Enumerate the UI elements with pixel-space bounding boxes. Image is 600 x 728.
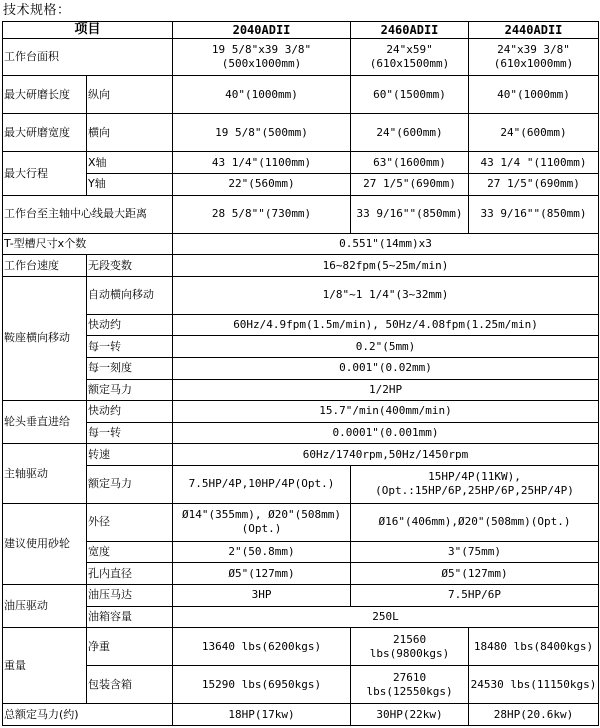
saddle-auto-sub: 自动横向移动 <box>87 276 173 314</box>
wheel-width-m1: 2"(50.8mm) <box>173 541 351 563</box>
weight-net-m2: 21560 lbs(9800kgs) <box>351 628 469 666</box>
max-travel-x-m3: 43 1/4 "(1100mm) <box>469 152 599 174</box>
table-to-spindle-m2: 33 9/16""(850mm) <box>351 195 469 233</box>
table-to-spindle-m1: 28 5/8""(730mm) <box>173 195 351 233</box>
max-travel-x-m2: 63"(1600mm) <box>351 152 469 174</box>
row-saddle-rapid <box>3 314 599 336</box>
max-grind-width-sub: 横向 <box>87 114 173 152</box>
wheel-od-sub: 外径 <box>87 503 173 541</box>
t-slot-label: T-型槽尺寸x个数 <box>3 233 173 255</box>
row-table-area <box>3 39 599 76</box>
max-travel-x-sub: X轴 <box>87 152 173 174</box>
row-saddle-hp <box>3 379 599 401</box>
header-item: 项目 <box>3 22 173 39</box>
row-spindle-speed <box>3 444 599 466</box>
row-max-grind-width <box>3 114 599 152</box>
row-max-travel-x <box>3 152 599 174</box>
row-total-hp <box>3 704 599 726</box>
max-travel-y-m1: 22"(560mm) <box>173 174 351 196</box>
wheel-od-m1: Ø14"(355mm), Ø20"(508mm)(Opt.) <box>173 503 351 541</box>
row-hydraulic-tank <box>3 606 599 628</box>
table-speed-value: 16~82fpm(5~25m/min) <box>173 255 599 277</box>
saddle-rapid-sub: 快动约 <box>87 314 173 336</box>
weight-pack-m2: 27610 lbs(12550kgs) <box>351 666 469 704</box>
max-grind-width-m1: 19 5/8"(500mm) <box>173 114 351 152</box>
saddle-hp-value: 1/2HP <box>173 379 599 401</box>
spindle-drive-label: 主轴驱动 <box>3 444 87 504</box>
spindle-speed-sub: 转速 <box>87 444 173 466</box>
saddle-div-sub: 每一刻度 <box>87 357 173 379</box>
row-saddle-rev <box>3 336 599 358</box>
hydraulic-motor-m1: 3HP <box>173 585 351 607</box>
weight-label: 重量 <box>3 628 87 704</box>
saddle-auto-value: 1/8"~1 1/4"(3~32mm) <box>173 276 599 314</box>
wheel-bore-m1: Ø5"(127mm) <box>173 563 351 585</box>
spindle-speed-value: 60Hz/1740rpm,50Hz/1450rpm <box>173 444 599 466</box>
table-area-m2: 24"x59" (610x1500mm) <box>351 39 469 76</box>
spindle-hp-sub: 额定马力 <box>87 465 173 503</box>
row-wheel-vertical-rapid <box>3 401 599 423</box>
max-grind-length-m3: 40"(1000mm) <box>469 76 599 114</box>
row-wheel-width <box>3 541 599 563</box>
max-grind-length-sub: 纵向 <box>87 76 173 114</box>
wheel-bore-sub: 孔内直径 <box>87 563 173 585</box>
total-hp-m2: 30HP(22kw) <box>351 704 469 726</box>
wheel-od-m23: Ø16"(406mm),Ø20"(508mm)(Opt.) <box>351 503 599 541</box>
row-wheel-vertical-rev <box>3 422 599 444</box>
spindle-hp-m1: 7.5HP/4P,10HP/4P(Opt.) <box>173 465 351 503</box>
saddle-hp-sub: 额定马力 <box>87 379 173 401</box>
wheel-width-sub: 宽度 <box>87 541 173 563</box>
row-t-slot <box>3 233 599 255</box>
table-to-spindle-label: 工作台至主轴中心线最大距离 <box>3 195 173 233</box>
wheel-vertical-rev-sub: 每一转 <box>87 422 173 444</box>
header-model-1: 2040ADII <box>173 22 351 39</box>
max-grind-width-label: 最大研磨宽度 <box>3 114 87 152</box>
weight-net-m1: 13640 lbs(6200kgs) <box>173 628 351 666</box>
row-spindle-hp <box>3 465 599 503</box>
weight-net-m3: 18480 lbs(8400kgs) <box>469 628 599 666</box>
table-to-spindle-m3: 33 9/16""(850mm) <box>469 195 599 233</box>
t-slot-value: 0.551"(14mm)x3 <box>173 233 599 255</box>
wheel-vertical-label: 轮头垂直进给 <box>3 401 87 444</box>
max-travel-label: 最大行程 <box>3 152 87 195</box>
row-weight-net <box>3 628 599 666</box>
saddle-rapid-value: 60Hz/4.9fpm(1.5m/min), 50Hz/4.08fpm(1.25m/min) <box>173 314 599 336</box>
saddle-rev-sub: 每一转 <box>87 336 173 358</box>
table-area-m3: 24"x39 3/8" (610x1000mm) <box>469 39 599 76</box>
table-area-m1: 19 5/8"x39 3/8"(500x1000mm) <box>173 39 351 76</box>
saddle-div-value: 0.001"(0.02mm) <box>173 357 599 379</box>
total-hp-m3: 28HP(20.6kw) <box>469 704 599 726</box>
wheel-vertical-rapid-value: 15.7"/min(400mm/min) <box>173 401 599 423</box>
header-model-3: 2440ADII <box>469 22 599 39</box>
saddle-cross-label: 鞍座横向移动 <box>3 276 87 400</box>
weight-pack-m3: 24530 lbs(11150kgs) <box>469 666 599 704</box>
row-max-travel-y <box>3 174 599 196</box>
hydraulic-motor-m23: 7.5HP/6P <box>351 585 599 607</box>
header-model-2: 2460ADII <box>351 22 469 39</box>
max-travel-y-m3: 27 1/5"(690mm) <box>469 174 599 196</box>
max-grind-length-m1: 40"(1000mm) <box>173 76 351 114</box>
table-area-label: 工作台面积 <box>3 39 173 76</box>
header-row <box>3 22 599 39</box>
max-travel-x-m1: 43 1/4"(1100mm) <box>173 152 351 174</box>
hydraulic-tank-value: 250L <box>173 606 599 628</box>
total-hp-m1: 18HP(17kw) <box>173 704 351 726</box>
row-wheel-od <box>3 503 599 541</box>
max-travel-y-m2: 27 1/5"(690mm) <box>351 174 469 196</box>
wheel-vertical-rev-value: 0.0001"(0.001mm) <box>173 422 599 444</box>
max-grind-width-m2: 24"(600mm) <box>351 114 469 152</box>
weight-pack-m1: 15290 lbs(6950kgs) <box>173 666 351 704</box>
weight-net-sub: 净重 <box>87 628 173 666</box>
max-grind-width-m3: 24"(600mm) <box>469 114 599 152</box>
wheel-bore-m23: Ø5"(127mm) <box>351 563 599 585</box>
row-max-grind-length <box>3 76 599 114</box>
table-speed-sub: 无段变数 <box>87 255 173 277</box>
row-weight-pack <box>3 666 599 704</box>
row-table-to-spindle <box>3 195 599 233</box>
hydraulic-label: 油压驱动 <box>3 585 87 628</box>
row-saddle-div <box>3 357 599 379</box>
max-grind-length-m2: 60"(1500mm) <box>351 76 469 114</box>
wheel-vertical-rapid-sub: 快动约 <box>87 401 173 423</box>
hydraulic-motor-sub: 油压马达 <box>87 585 173 607</box>
table-speed-label: 工作台速度 <box>3 255 87 277</box>
weight-pack-sub: 包装含箱 <box>87 666 173 704</box>
wheel-width-m23: 3"(75mm) <box>351 541 599 563</box>
row-saddle-auto <box>3 276 599 314</box>
spec-table <box>2 21 599 726</box>
wheel-label: 建议使用砂轮 <box>3 503 87 584</box>
spec-caption: 技术规格： <box>3 3 71 18</box>
row-wheel-bore <box>3 563 599 585</box>
hydraulic-tank-sub: 油箱容量 <box>87 606 173 628</box>
saddle-rev-value: 0.2"(5mm) <box>173 336 599 358</box>
row-table-speed <box>3 255 599 277</box>
max-grind-length-label: 最大研磨长度 <box>3 76 87 114</box>
spindle-hp-m23: 15HP/4P(11KW), (Opt.:15HP/6P,25HP/6P,25HP/4P) <box>351 465 599 503</box>
row-hydraulic-motor <box>3 585 599 607</box>
max-travel-y-sub: Y轴 <box>87 174 173 196</box>
total-hp-label: 总额定马力(约) <box>3 704 173 726</box>
